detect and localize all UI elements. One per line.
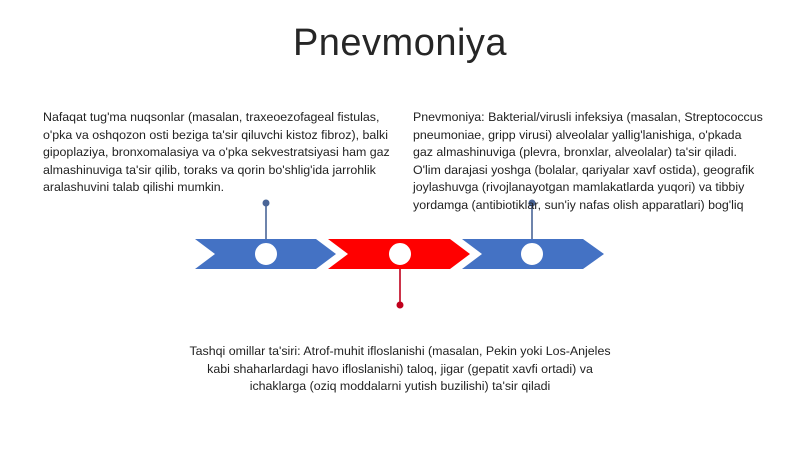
text-block-right: Pnevmoniya: Bakterial/virusli infeksiya (masalan, Streptococcus pneumoniae, gripp virusi) alveolalar yallig'lanishiga, o'pkada gaz almashinuviga (plevra, bronxlar, alveolalar) ta'sir qiladi. O'lim darajasi yoshga (bolalar, qariyalar xavf ostida), geografik joylashuvga (rivojlanayotgan mamlakatlarda yuqori) va tibbiy yordamga (antibiotiklar, sun'iy nafas olish apparatlari) bog'liq xyxy=(413,110,763,212)
slide-title: Pnevmoniya xyxy=(292,22,508,64)
text-block-bottom: Tashqi omillar ta'siri: Atrof-muhit ifloslanishi (masalan, Pekin yoki Los-Anjeles kabi shaharlardagi havo ifloslanishi) taloq, jigar (gepatit xavfi ortadi) va ichaklarga (oziq moddalarni yutish buzilishi) ta'sir qiladi xyxy=(189,344,611,394)
text-block-left: Nafaqat tug'ma nuqsonlar (masalan, traxeoezofageal fistulas, o'pka va oshqozon osti beziga ta'sir qiluvchi kistoz fibroz), balki gipoplaziya, bronxomalasiya va o'pka sekvestratsiyasi ham gaz almashinuviga ta'sir qilib, toraks va qorin bo'shlig'ida jarrohlik aralashuvini talab qilishi mumkin. xyxy=(43,110,390,195)
connector-dot-middle xyxy=(397,302,404,309)
milestone-circle-right xyxy=(519,241,545,267)
milestone-circle-left xyxy=(253,241,279,267)
milestone-circle-middle xyxy=(387,241,413,267)
connector-dot-left xyxy=(263,200,270,207)
